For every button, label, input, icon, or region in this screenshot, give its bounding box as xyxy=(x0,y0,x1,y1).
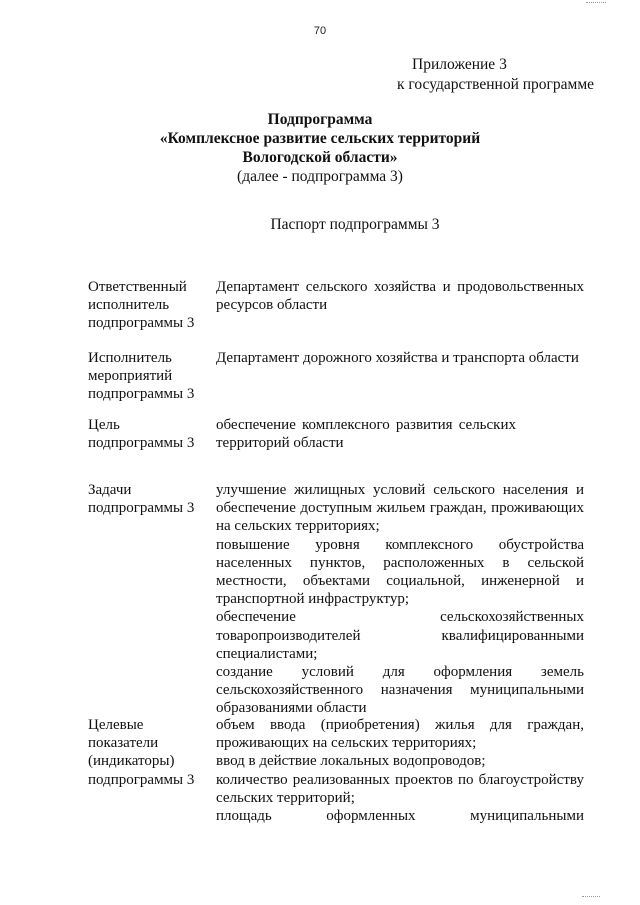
row-label xyxy=(88,349,216,404)
row-value-item: количество реализованных проектов по благоустройству сельских территорий; xyxy=(216,771,584,806)
passport-row-tasks xyxy=(88,481,588,718)
passport-title: Паспорт подпрограммы 3 xyxy=(270,216,440,233)
row-value-item: Департамент сельского хозяйства и продовольственных ресурсов области xyxy=(216,279,584,314)
heading-line-2: «Комплексное развитие сельских территорий xyxy=(159,130,481,147)
row-value-item: ввод в действие локальных водопроводов; xyxy=(216,753,486,770)
row-label-line: подпрограммы 3 xyxy=(88,315,195,332)
row-label-line: подпрограммы 3 xyxy=(88,435,195,452)
passport-row-indicators xyxy=(88,716,588,825)
row-label-line: Целевые xyxy=(88,717,144,733)
row-value xyxy=(216,349,584,404)
row-label-line: Задачи xyxy=(88,482,132,498)
scan-artifact-top xyxy=(586,0,606,3)
appendix-note xyxy=(397,55,617,95)
row-value-item: Департамент дорожного хозяйства и транспорта области xyxy=(216,350,579,366)
row-label-line: мероприятий xyxy=(88,368,173,385)
row-label-line: Ответственный xyxy=(88,279,187,295)
scan-artifact-bottom xyxy=(582,896,600,899)
row-label-line: (индикаторы) xyxy=(88,753,175,770)
passport-row-responsible xyxy=(88,278,588,333)
subprogram-heading xyxy=(0,110,640,186)
heading-line-1: Подпрограмма xyxy=(267,111,373,128)
row-value-item: площадь оформленных муниципальными xyxy=(216,808,584,825)
row-label-line: показатели xyxy=(88,735,159,752)
row-value-item: обеспечение комплексного развития сельских территорий области xyxy=(216,417,516,452)
row-value xyxy=(216,278,584,333)
row-value xyxy=(216,481,584,718)
row-value-item: повышение уровня комплексного обустройства населенных пунктов, расположенных в сельской местности, объектами социальной, инженерной и транспортной инфраструктур; xyxy=(216,536,584,608)
row-label xyxy=(88,716,216,825)
row-label-line: подпрограммы 3 xyxy=(88,386,195,403)
passport-row-executor xyxy=(88,349,588,404)
row-value xyxy=(216,416,516,452)
row-label-line: Цель xyxy=(88,417,120,433)
page-number: 70 xyxy=(313,25,327,37)
appendix-line-2: к государственной программе xyxy=(397,76,595,93)
row-value-item: создание условий для оформления земель сельскохозяйственного назначения муниципальными образованиями области xyxy=(216,664,584,717)
row-label xyxy=(88,416,216,452)
heading-line-3: Вологодской области» xyxy=(242,149,398,166)
row-label-line: исполнитель xyxy=(88,297,170,314)
row-value-item: улучшение жилищных условий сельского населения и обеспечение доступным жильем граждан, проживающих на сельских территориях; xyxy=(216,482,584,535)
row-label-line: Исполнитель xyxy=(88,350,172,366)
row-value xyxy=(216,716,584,825)
row-label xyxy=(88,278,216,333)
row-label xyxy=(88,481,216,718)
row-value-item: объем ввода (приобретения) жилья для граждан, проживающих на сельских территориях; xyxy=(216,717,584,752)
appendix-line-1: Приложение 3 xyxy=(412,56,507,73)
row-label-line: подпрограммы 3 xyxy=(88,500,195,517)
passport-row-goal xyxy=(88,416,588,452)
heading-line-4: (далее - подпрограмма 3) xyxy=(237,168,403,185)
row-value-item: обеспечение сельскохозяйственных товаропроизводителей квалифицированными специалистами; xyxy=(216,609,584,662)
row-label-line: подпрограммы 3 xyxy=(88,771,195,788)
